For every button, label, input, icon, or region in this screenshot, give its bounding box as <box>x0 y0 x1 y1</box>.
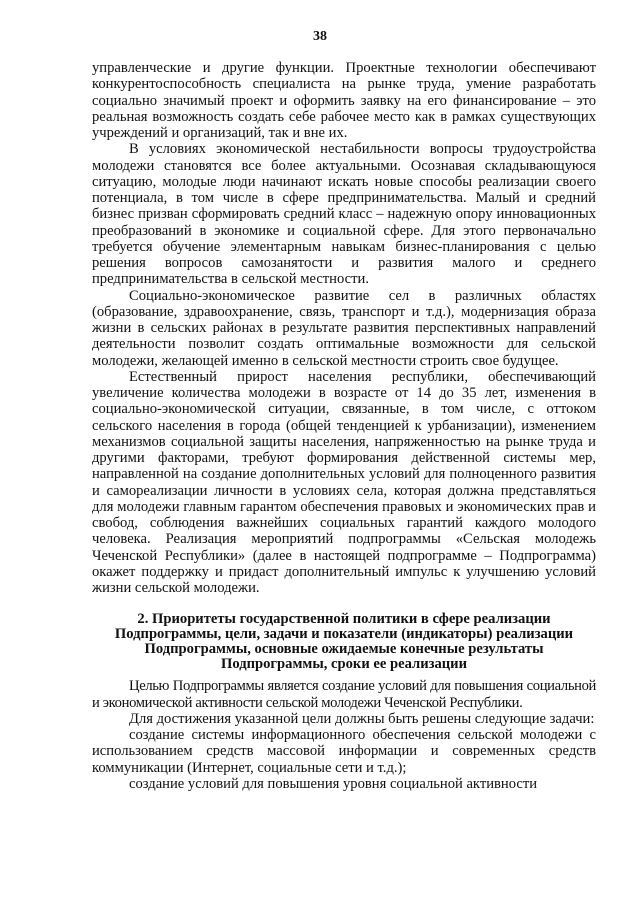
section-heading: 2. Приоритеты государственной политики в сфере реализации Подпрограммы, цели, задачи и показатели (индикаторы) реализации Подпрограммы, основные ожидаемые конечные результаты Подпрограммы, сроки ее реализации <box>114 611 574 673</box>
document-body <box>92 60 596 792</box>
paragraph-tasks-intro: Для достижения указанной цели должны быть решены следующие задачи: <box>129 710 595 727</box>
paragraph-youth-employment: В условиях экономической нестабильности вопросы трудоустройства молодежи становятся все более актуальными. Осознавая складывающуюся ситуацию, молодые люди начинают искать новые способы реализации своего потенциала, в том числе в сфере предпринимательства. Малый и средний бизнес призван сформировать средний класс – надежную опору инновационных преобразований в экономике и социальной сфере. Для этого первоначально требуется обучение элементарным навыкам бизнес-планирования с целью решения вопросов самозанятости и развития малого и среднего предпринимательства в сельской местности. <box>92 141 596 288</box>
paragraph-project-technologies: управленческие и другие функции. Проектные технологии обеспечивают конкурентоспособность специалиста на рынке труда, умение разработать социально значимый проект и оформить заявку на его финансирование – это реальная возможность создать себе рабочее место как в рамках существующих учреждений и организаций, так и вне их. <box>92 60 596 141</box>
paragraph-population-growth: Естественный прирост населения республики, обеспечивающий увеличение количества молодежи в возрасте от 14 до 35 лет, изменения в социально-экономической ситуации, связанные, в том числе, с оттоком сельского населения в города (общей тенденцией к урбанизации), изменением механизмов социальной защиты населения, напряженностью на рынке труда и другими факторами, требуют формирования действенной системы мер, направленной на создание дополнительных условий для полноценного развития и самореализации личности в условиях села, которая должна представляться для молодежи главным гарантом обеспечения правовых и экономических прав и свобод, соблюдения важнейших социальных гарантий каждого молодого человека. Реализация мероприятий подпрограммы «Сельская молодежь Чеченской Республики» (далее в настоящей подпрограмме – Подпрограмма) окажет поддержку и придаст дополнительный импульс к улучшению условий жизни сельской молодежи. <box>92 368 596 596</box>
paragraph-rural-development: Социально-экономическое развитие сел в различных областях (образование, здравоохранение, связь, транспорт и т.д.), модернизация образа жизни в сельских районах в результате развития перспективных направлений деятельности позволит создать оптимальные возможности для сельской молодежи, желающей именно в сельской местности строить свое будущее. <box>92 287 596 369</box>
paragraph-task-social-activity: создание условий для повышения уровня социальной активности <box>129 775 538 792</box>
paragraph-subprogram-goal: Целью Подпрограммы является создание условий для повышения социальной и экономической активности сельской молодежи Чеченской Республики. <box>92 678 596 711</box>
paragraph-task-information-system: создание системы информационного обеспечения сельской молодежи с использованием средств массовой информации и современных средств коммуникации (Интернет, социальные сети и т.д.); <box>92 727 596 776</box>
page-number: 38 <box>313 29 327 44</box>
